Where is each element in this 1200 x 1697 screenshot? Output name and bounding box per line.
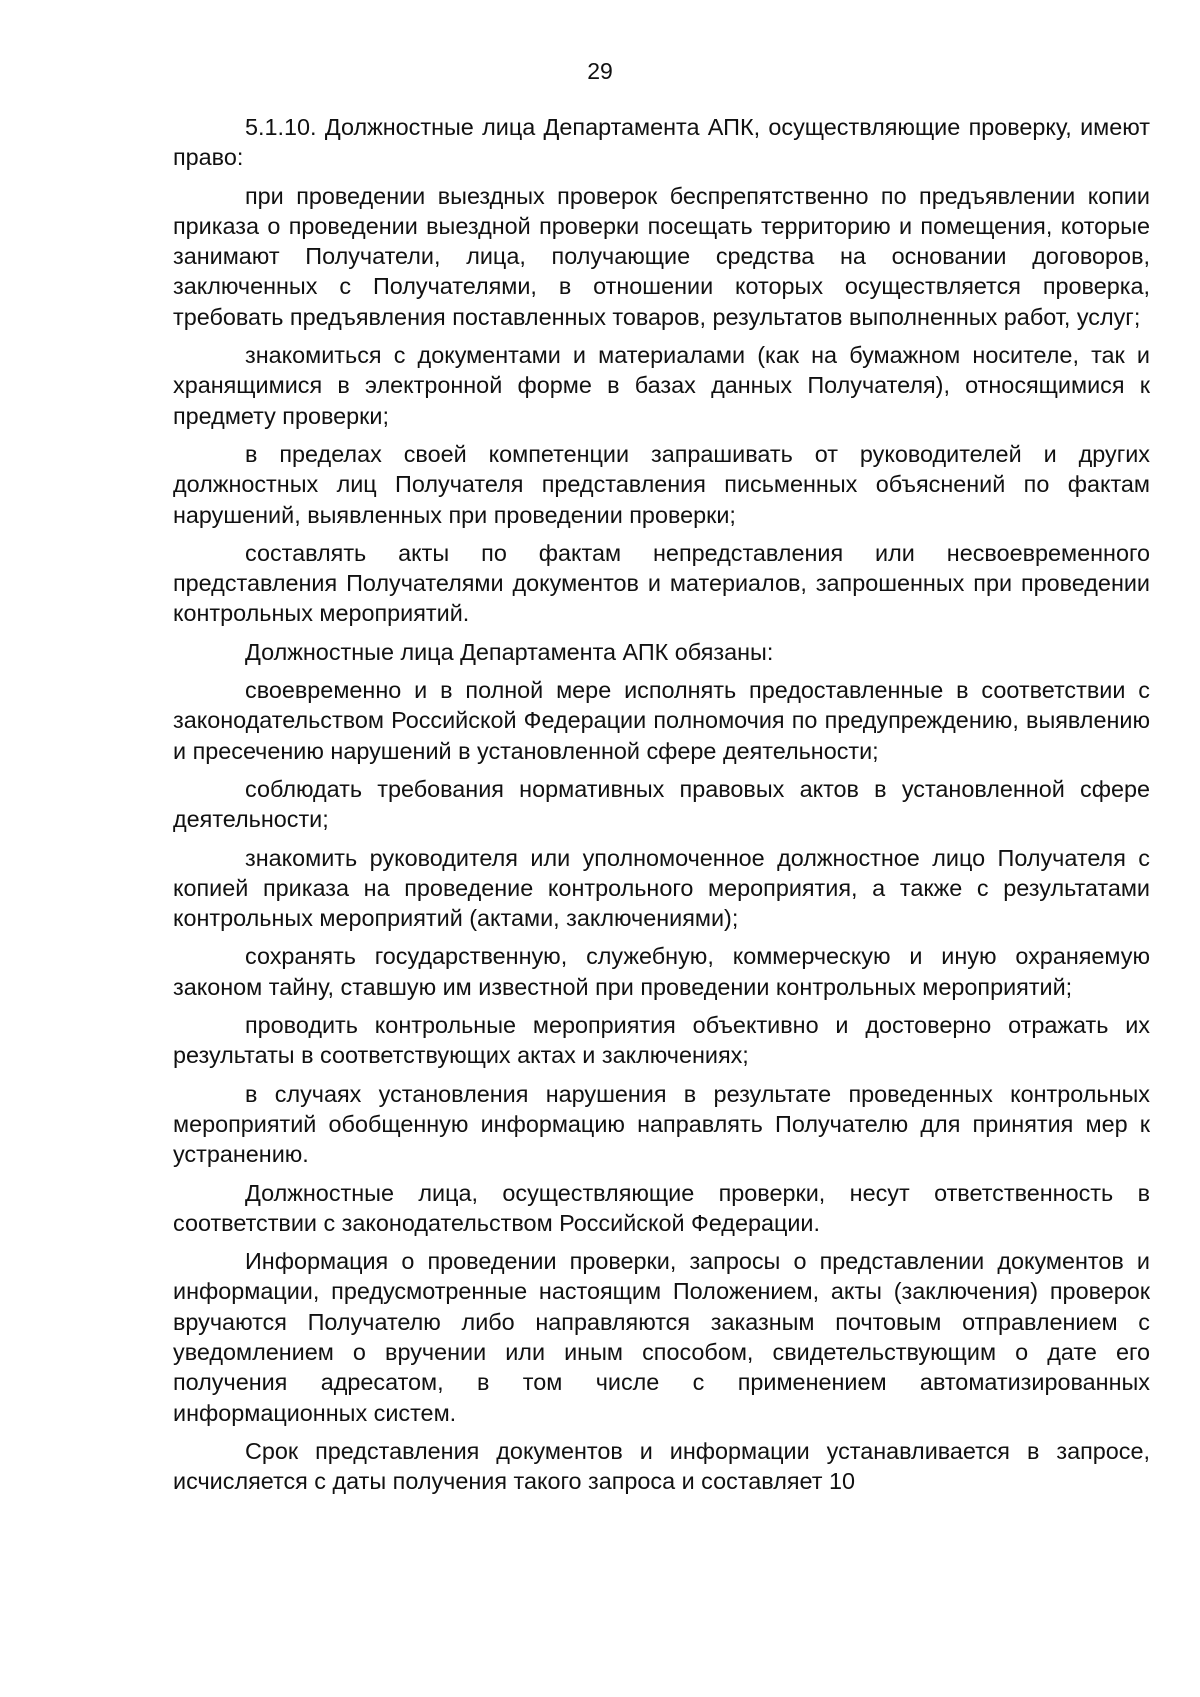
paragraph-right-request: в пределах своей компетенции запрашивать от руководителей и других должностных лиц Получателя представления письменных объяснений по фактам нарушений, выявленных при проведении проверки;: [173, 440, 1150, 528]
paragraph-obligation-secrecy: сохранять государственную, служебную, коммерческую и иную охраняемую законом тайну, ставшую им известной при проведении контрольных мероприятий;: [173, 943, 1150, 1000]
paragraph-obligation-powers: своевременно и в полной мере исполнять предоставленные в соответствии с законодательством Российской Федерации полномочия по предупреждению, выявлению и пресечению нарушений в установленной сфере деятельности;: [173, 677, 1150, 764]
page-number: 29: [587, 58, 613, 84]
paragraph-right-acts: составлять акты по фактам непредставления или несвоевременного представления Получателями документов и материалов, запрошенных при проведении контрольных мероприятий.: [173, 539, 1150, 627]
paragraph-obligations-heading: Должностные лица Департамента АПК обязаны:: [245, 638, 774, 665]
paragraph-obligation-objectivity: проводить контрольные мероприятия объективно и достоверно отражать их результаты в соответствующих актах и заключениях;: [173, 1012, 1150, 1069]
paragraph-obligation-report: в случаях установления нарушения в результате проведенных контрольных мероприятий обобщенную информацию направлять Получателю для принятия мер к устранению.: [173, 1080, 1150, 1168]
paragraph-obligation-familiarize: знакомить руководителя или уполномоченное должностное лицо Получателя с копией приказа на проведение контрольного мероприятия, а также с результатами контрольных мероприятий (актами, заключениями);: [173, 844, 1150, 932]
paragraph-5-1-10: 5.1.10. Должностные лица Департамента АПК, осуществляющие проверку, имеют право:: [173, 114, 1150, 171]
paragraph-responsibility: Должностные лица, осуществляющие проверки, несут ответственность в соответствии с законодательством Российской Федерации.: [173, 1179, 1150, 1236]
paragraph-submission-deadline: Срок представления документов и информации устанавливается в запросе, исчисляется с даты получения такого запроса и составляет 10: [173, 1437, 1150, 1495]
paragraph-right-visit: при проведении выездных проверок беспрепятственно по предъявлении копии приказа о проведении выездной проверки посещать территорию и помещения, которые занимают Получатели, лица, получающие средства на основании договоров, заключенных с Получателями, в отношении которых осуществляется проверка, требовать предъявления поставленных товаров, результатов выполненных работ, услуг;: [173, 182, 1150, 330]
paragraph-right-documents: знакомиться с документами и материалами (как на бумажном носителе, так и хранящимися в электронной форме в базах данных Получателя), относящимися к предмету проверки;: [173, 342, 1150, 429]
document-body: [173, 112, 1150, 1504]
paragraph-information-delivery: Информация о проведении проверки, запросы о представлении документов и информации, предусмотренные настоящим Положением, акты (заключения) проверок вручаются Получателю либо направляются заказным почтовым отправлением с уведомлением о вручении или иным способом, свидетельствующим о дате его получения адресатом, в том числе с применением автоматизированных информационных систем.: [173, 1248, 1150, 1426]
paragraph-obligation-requirements: соблюдать требования нормативных правовых актов в установленной сфере деятельности;: [173, 775, 1150, 833]
